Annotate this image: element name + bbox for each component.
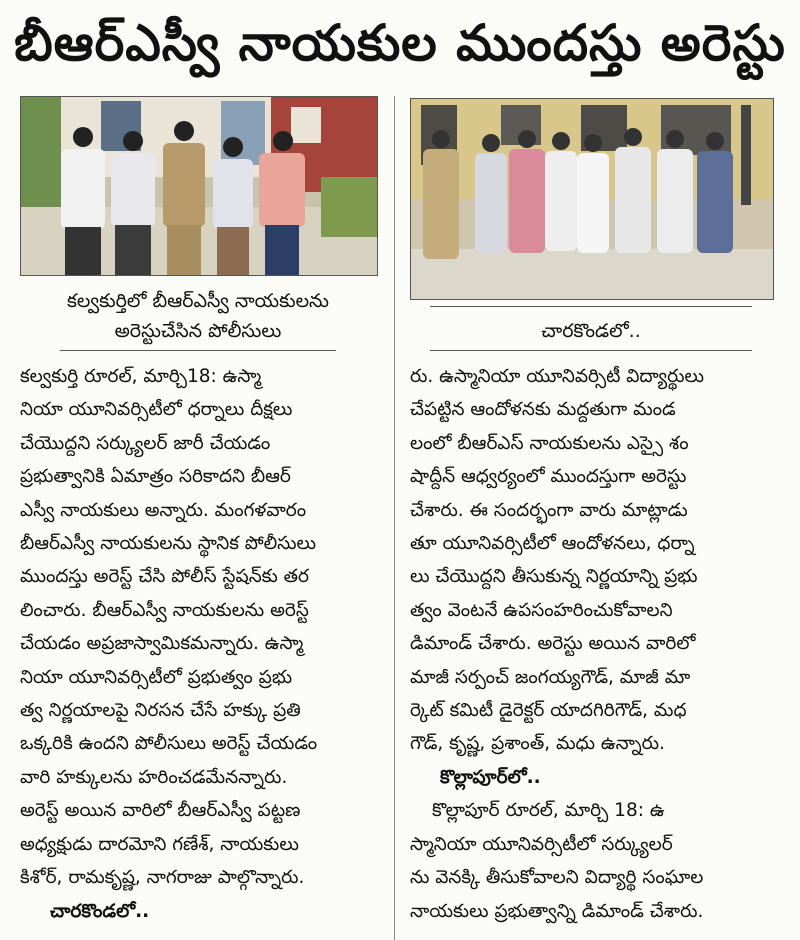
text-line: నియా యూనివర్సిటీలో ధర్నాలు దీక్షలు xyxy=(20,399,293,421)
caption-underline xyxy=(430,350,752,351)
column-divider xyxy=(394,96,395,940)
text-line: అధ్యక్షుడు దారమోని గణేశ్, నాయకులు xyxy=(20,833,299,855)
news-photo-kalwakurthy xyxy=(20,96,378,276)
text-line: కల్వకుర్తి రూరల్, మార్చి18: ఉస్మా xyxy=(20,366,262,387)
text-line: వారి హక్కులను హరించడమేనన్నారు. xyxy=(20,766,288,788)
caption-line: కల్వకుర్తిలో బీఆర్ఎస్వీ నాయకులను xyxy=(67,290,329,312)
text-line: కొల్లాపూర్ రూరల్, మార్చి 18: ఉ xyxy=(432,800,665,822)
text-line: గౌడ్, కృష్ణ, ప్రశాంత్, మధు ఉన్నారు. xyxy=(410,733,665,755)
article-column-right xyxy=(410,360,772,928)
text-line: తూ యూనివర్సిటీలో ఆందోళనలు, ధర్నా xyxy=(410,533,695,555)
text-line: త్వ నిర్ణయాలపై నిరసన చేసే హక్కు ప్రతి xyxy=(20,700,301,722)
text-line: లంలో బీఆర్ఎస్ నాయకులను ఎస్సై శం xyxy=(410,432,689,454)
caption-line: అరెస్టుచేసిన పోలీసులు xyxy=(114,320,282,342)
text-line: ఎస్వీ నాయకులు అన్నారు. మంగళవారం xyxy=(20,499,307,521)
text-line: అరెస్ట్ అయిన వారిలో బీఆర్ఎస్వీ పట్టణ xyxy=(20,800,301,822)
headline: బీఆర్ఎస్వీ నాయకుల ముందస్తు అరెస్టు xyxy=(14,14,786,72)
photo-caption-right: చారకొండలో.. xyxy=(541,320,641,342)
section-subhead: కొల్లాపూర్‌లో.. xyxy=(440,766,541,788)
news-photo-charakonda xyxy=(410,98,774,300)
caption-overline xyxy=(430,306,752,307)
text-line: రు. ఉస్మానియా యూనివర్సిటీ విద్యార్థులు xyxy=(410,366,705,387)
text-line: చేయొద్దని సర్క్యులర్ జారీ చేయడం xyxy=(20,432,271,454)
text-line: నియా యూనివర్సిటీలో ప్రభుత్వం ప్రభు xyxy=(20,666,293,688)
text-line: చేపట్టిన ఆందోళనకు మద్దతుగా మండ xyxy=(410,399,676,421)
text-line: డిమాండ్ చేశారు. అరెస్టు అయిన వారిలో xyxy=(410,633,696,655)
text-line: లు చేయొద్దని తీసుకున్న నిర్ణయాన్ని ప్రభు xyxy=(410,566,698,588)
caption-underline xyxy=(60,350,336,351)
text-line: షాద్దీన్ ఆధ్వర్యంలో ముందస్తుగా అరెస్టు xyxy=(410,466,687,488)
text-line: బీఆర్ఎస్వీ నాయకులను స్థానిక పోలీసులు xyxy=(20,533,317,555)
text-line: లించారు. బీఆర్ఎస్వీ నాయకులను అరెస్ట్ xyxy=(20,599,309,621)
text-line: ను వెనక్కి తీసుకోవాలని విద్యార్థి సంఘాల xyxy=(410,867,704,889)
photo-caption-left xyxy=(20,286,376,346)
text-line: చేశారు. ఈ సందర్భంగా వారు మాట్లాడు xyxy=(410,499,688,521)
text-line: ముందస్తు అరెస్ట్ చేసి పోలీస్ స్టేషన్‌కు తర xyxy=(20,566,309,588)
text-line: స్మానియా యూనివర్సిటీలో సర్క్యులర్ xyxy=(410,833,673,855)
text-line: నాయకులు ప్రభుత్వాన్ని డిమాండ్ చేశారు. xyxy=(410,900,704,922)
text-line: త్వం వెంటనే ఉపసంహరించుకోవాలని xyxy=(410,599,673,621)
text-line: ర్కెట్ కమిటీ డైరెక్టర్ యాదగిరిగౌడ్, మధ xyxy=(410,700,687,722)
text-line: ప్రభుత్వానికి ఏమాత్రం సరికాదని బీఆర్ xyxy=(20,466,291,488)
text-line: కిశోర్, రామకృష్ణ, నాగరాజు పాల్గొన్నారు. xyxy=(20,867,305,889)
article-column-left xyxy=(20,360,388,928)
section-subhead: చారకొండలో.. xyxy=(50,900,150,922)
text-line: ఒక్కరికి ఉందని పోలీసులు అరెస్ట్ చేయడం xyxy=(20,733,318,755)
text-line: మాజీ సర్పంచ్ జంగయ్యగౌడ్, మాజీ మా xyxy=(410,666,691,688)
text-line: చేయడం అప్రజాస్వామికమన్నారు. ఉస్మా xyxy=(20,633,304,655)
